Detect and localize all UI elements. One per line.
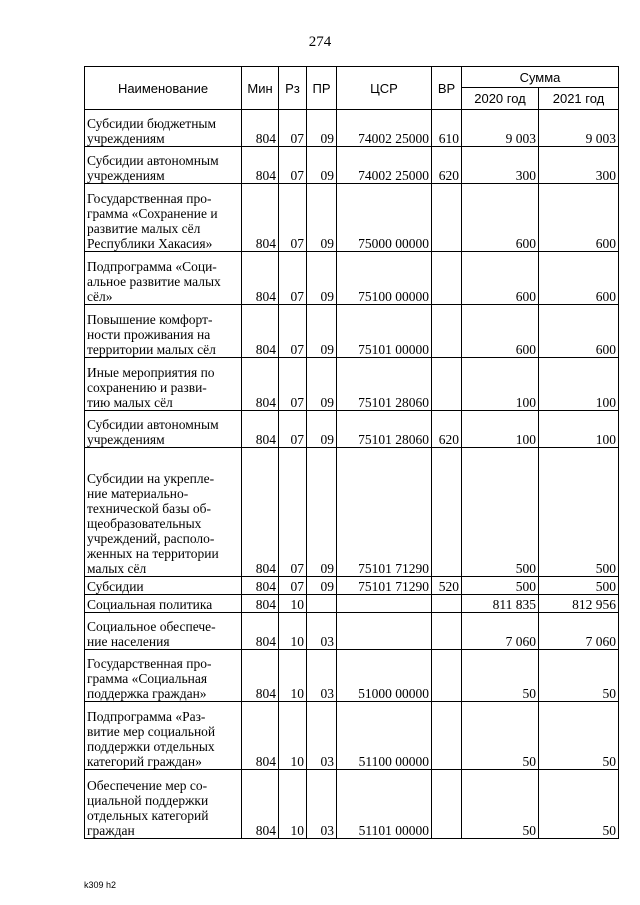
cell-pr: 09: [307, 358, 337, 411]
cell-min: 804: [242, 110, 279, 147]
cell-csr: 74002 25000: [337, 147, 432, 184]
table-row: [85, 110, 619, 147]
cell-name: Государственная про- грамма «Социальная поддержка граждан»: [85, 650, 242, 702]
header-2020: 2020 год: [462, 88, 539, 110]
table-row: [85, 147, 619, 184]
cell-csr: 75101 28060: [337, 358, 432, 411]
cell-2020: 50: [462, 770, 539, 839]
cell-vr: [432, 305, 462, 358]
header-min: Мин: [242, 67, 279, 110]
table-row: [85, 650, 619, 702]
cell-rz: 07: [279, 577, 307, 595]
cell-name: Обеспечение мер со- циальной поддержки отдельных категорий граждан: [85, 770, 242, 839]
cell-min: 804: [242, 770, 279, 839]
cell-2020: 9 003: [462, 110, 539, 147]
table-row: [85, 595, 619, 613]
cell-vr: [432, 358, 462, 411]
cell-2020: 300: [462, 147, 539, 184]
cell-pr: 09: [307, 577, 337, 595]
cell-vr: [432, 650, 462, 702]
cell-pr: 03: [307, 702, 337, 770]
cell-min: 804: [242, 577, 279, 595]
cell-2021: 100: [539, 358, 619, 411]
cell-name: Государственная про- грамма «Сохранение и развитие малых сёл Республики Хакасия»: [85, 184, 242, 252]
cell-csr: 75101 71290: [337, 448, 432, 577]
cell-vr: [432, 184, 462, 252]
cell-csr: [337, 595, 432, 613]
cell-name: Социальная политика: [85, 595, 242, 613]
cell-pr: 09: [307, 147, 337, 184]
cell-csr: 75101 71290: [337, 577, 432, 595]
cell-min: 804: [242, 252, 279, 305]
header-2021: 2021 год: [539, 88, 619, 110]
table-row: [85, 770, 619, 839]
header-rz: Рз: [279, 67, 307, 110]
cell-name: Социальное обеспече- ние населения: [85, 613, 242, 650]
cell-csr: 74002 25000: [337, 110, 432, 147]
cell-rz: 10: [279, 595, 307, 613]
cell-min: 804: [242, 358, 279, 411]
cell-2021: 9 003: [539, 110, 619, 147]
cell-rz: 07: [279, 184, 307, 252]
cell-pr: 09: [307, 110, 337, 147]
cell-2021: 600: [539, 184, 619, 252]
cell-rz: 10: [279, 650, 307, 702]
cell-min: 804: [242, 147, 279, 184]
cell-2020: 50: [462, 702, 539, 770]
cell-2021: 100: [539, 411, 619, 448]
cell-vr: [432, 770, 462, 839]
cell-pr: 09: [307, 448, 337, 577]
cell-2021: 50: [539, 702, 619, 770]
cell-pr: 09: [307, 305, 337, 358]
header-sum: Сумма: [462, 67, 619, 88]
cell-vr: 610: [432, 110, 462, 147]
cell-2021: 600: [539, 252, 619, 305]
cell-vr: [432, 613, 462, 650]
cell-2021: 50: [539, 650, 619, 702]
table-row: [85, 358, 619, 411]
cell-2020: 50: [462, 650, 539, 702]
cell-2021: 500: [539, 448, 619, 577]
cell-csr: [337, 613, 432, 650]
cell-2020: 500: [462, 577, 539, 595]
cell-csr: 51101 00000: [337, 770, 432, 839]
cell-vr: 520: [432, 577, 462, 595]
cell-vr: 620: [432, 411, 462, 448]
table-row: [85, 448, 619, 577]
cell-pr: 03: [307, 770, 337, 839]
page-number: 274: [308, 34, 332, 50]
cell-pr: [307, 595, 337, 613]
cell-2020: 811 835: [462, 595, 539, 613]
cell-rz: 07: [279, 358, 307, 411]
cell-csr: 51000 00000: [337, 650, 432, 702]
cell-rz: 07: [279, 448, 307, 577]
cell-csr: 51100 00000: [337, 702, 432, 770]
cell-rz: 07: [279, 110, 307, 147]
cell-name: Подпрограмма «Раз- витие мер социальной поддержки отдельных категорий граждан»: [85, 702, 242, 770]
table-row: [85, 305, 619, 358]
cell-name: Субсидии на укрепле- ние материально- технической базы об- щеобразовательных учреждений, располо- женных на территории малых сёл: [85, 448, 242, 577]
cell-min: 804: [242, 184, 279, 252]
cell-rz: 07: [279, 147, 307, 184]
table-row: [85, 613, 619, 650]
cell-rz: 10: [279, 770, 307, 839]
cell-2020: 500: [462, 448, 539, 577]
cell-name: Субсидии автономным учреждениям: [85, 147, 242, 184]
cell-rz: 07: [279, 252, 307, 305]
cell-min: 804: [242, 650, 279, 702]
cell-csr: 75101 28060: [337, 411, 432, 448]
table-row: [85, 184, 619, 252]
table-row: [85, 252, 619, 305]
cell-2020: 7 060: [462, 613, 539, 650]
footer-code: k309 h2: [84, 880, 117, 890]
table-row: [85, 702, 619, 770]
cell-pr: 03: [307, 613, 337, 650]
header-vr: ВР: [432, 67, 462, 110]
cell-min: 804: [242, 448, 279, 577]
cell-pr: 09: [307, 184, 337, 252]
cell-rz: 07: [279, 305, 307, 358]
cell-rz: 07: [279, 411, 307, 448]
header-pr: ПР: [307, 67, 337, 110]
cell-min: 804: [242, 411, 279, 448]
cell-pr: 09: [307, 411, 337, 448]
header-csr: ЦСР: [337, 67, 432, 110]
table-row: [85, 577, 619, 595]
cell-min: 804: [242, 305, 279, 358]
cell-2021: 7 060: [539, 613, 619, 650]
cell-2020: 100: [462, 358, 539, 411]
budget-table: [84, 66, 619, 839]
cell-name: Иные мероприятия по сохранению и разви- тию малых сёл: [85, 358, 242, 411]
cell-2021: 300: [539, 147, 619, 184]
cell-csr: 75000 00000: [337, 184, 432, 252]
cell-pr: 03: [307, 650, 337, 702]
cell-name: Повышение комфорт- ности проживания на территории малых сёл: [85, 305, 242, 358]
table-row: [85, 411, 619, 448]
cell-2020: 600: [462, 184, 539, 252]
cell-vr: [432, 595, 462, 613]
header-name: Наименование: [85, 67, 242, 110]
cell-vr: [432, 448, 462, 577]
cell-2021: 600: [539, 305, 619, 358]
cell-2020: 100: [462, 411, 539, 448]
cell-name: Субсидии бюджетным учреждениям: [85, 110, 242, 147]
cell-2021: 50: [539, 770, 619, 839]
cell-min: 804: [242, 613, 279, 650]
cell-rz: 10: [279, 702, 307, 770]
cell-2021: 812 956: [539, 595, 619, 613]
cell-vr: [432, 702, 462, 770]
cell-min: 804: [242, 702, 279, 770]
cell-2020: 600: [462, 305, 539, 358]
cell-2021: 500: [539, 577, 619, 595]
cell-name: Субсидии: [85, 577, 242, 595]
cell-vr: [432, 252, 462, 305]
cell-name: Субсидии автономным учреждениям: [85, 411, 242, 448]
cell-name: Подпрограмма «Соци- альное развитие малых сёл»: [85, 252, 242, 305]
cell-csr: 75101 00000: [337, 305, 432, 358]
cell-csr: 75100 00000: [337, 252, 432, 305]
cell-pr: 09: [307, 252, 337, 305]
cell-2020: 600: [462, 252, 539, 305]
cell-rz: 10: [279, 613, 307, 650]
cell-min: 804: [242, 595, 279, 613]
cell-vr: 620: [432, 147, 462, 184]
